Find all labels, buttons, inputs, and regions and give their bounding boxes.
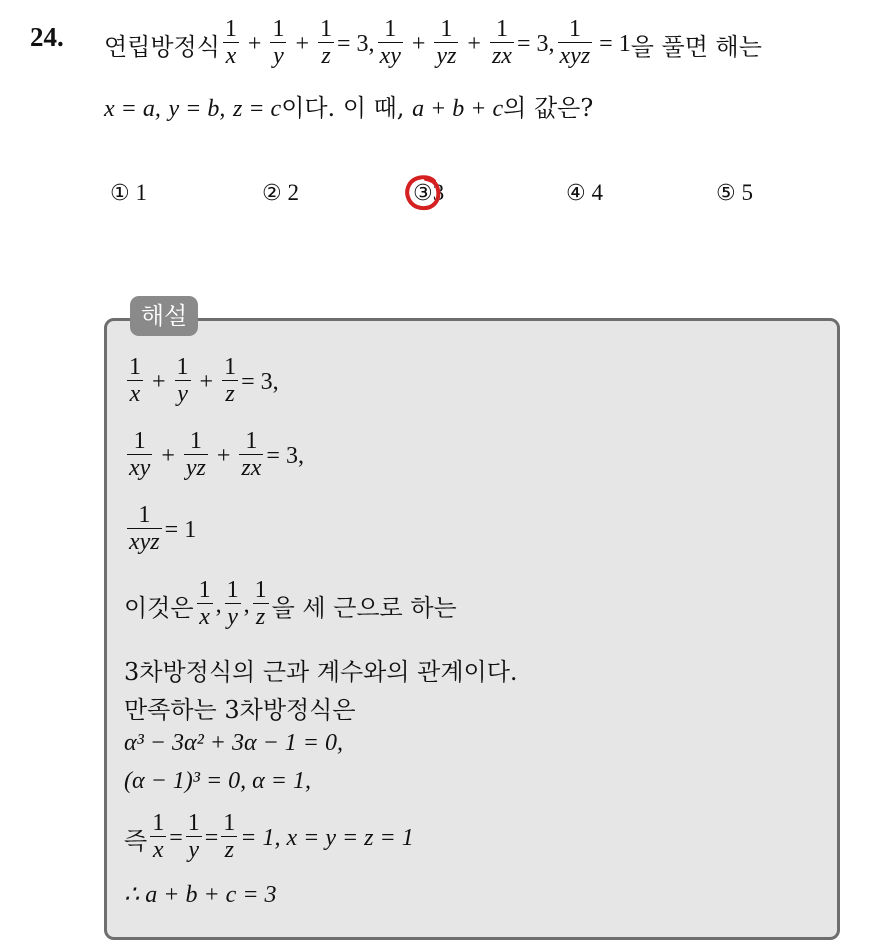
choice-mark: ⑤	[716, 181, 736, 206]
answer-circle-mark	[404, 173, 442, 211]
question-intro: 연립방정식	[104, 32, 220, 61]
fraction-1-over-z: $\frac{1}{z}$	[320, 16, 333, 70]
question-line1-tail: 을 풀면 해는	[630, 32, 762, 61]
solution-line-3: $\frac{1}{\text{xyz}}$ = 1	[129, 502, 197, 556]
choice-value: 1	[135, 180, 147, 205]
solution-line-7: α³ − 3α² + 3α − 1 = 0,	[124, 730, 343, 756]
solution-line-10: ∴ a + b + c = 3	[124, 882, 277, 908]
question-mid-text: 이다. 이 때,	[281, 94, 405, 122]
choice-1[interactable]	[110, 180, 147, 206]
fraction-1-over-yz: $\frac{1}{yz}$	[436, 16, 457, 70]
fraction-1-over-xyz: $\frac{1}{\text{xyz}}$	[559, 16, 591, 70]
solution-y: y = b,	[168, 96, 226, 122]
question-line-1	[104, 10, 762, 78]
choice-2[interactable]	[262, 180, 299, 206]
solution-line-5: 3차방정식의 근과 계수와의 관계이다.	[124, 658, 518, 686]
choice-value: 3	[432, 180, 445, 205]
question-tail: 의 값은?	[503, 94, 594, 122]
fraction-1-over-zx: $\frac{1}{zx}$	[491, 16, 512, 70]
plus-sign: +	[247, 30, 262, 57]
choice-5[interactable]	[716, 180, 753, 206]
question-line-2	[104, 88, 593, 123]
fraction-1-over-xy: $\frac{1}{xy}$	[379, 16, 401, 70]
choice-mark: ③	[413, 181, 433, 206]
plus-sign: +	[467, 30, 481, 57]
equals-3: = 3,	[516, 30, 555, 57]
solution-z: z = c	[233, 96, 282, 122]
choice-mark: ①	[110, 181, 130, 206]
solution-x: x = a,	[104, 96, 161, 122]
choice-value: 2	[287, 180, 299, 205]
solution-line-1: $\frac{1}{x}$ + $\frac{1}{y}$ + $\frac{1}{z}$ = 3,	[129, 354, 279, 408]
solution-line-4: 이것은 $\frac{1}{x}$ , $\frac{1}{y}$ , $\frac{1}{z}$ 을 세 근으로 하는	[124, 577, 457, 631]
equals-3: = 3,	[337, 30, 375, 57]
solution-line-8: (α − 1)³ = 0, α = 1,	[124, 768, 311, 794]
solution-line-6: 만족하는 3차방정식은	[124, 696, 356, 724]
plus-sign: +	[295, 30, 310, 57]
solution-label: 해설	[130, 296, 198, 336]
equals-1: = 1	[599, 30, 631, 57]
choice-mark: ④	[566, 181, 586, 206]
fraction-1-over-x: $\frac{1}{x}$	[224, 16, 237, 70]
solution-line-2: $\frac{1}{xy}$ + $\frac{1}{yz}$ + $\frac{1}{zx}$ = 3,	[129, 428, 304, 482]
choice-mark: ②	[262, 181, 282, 206]
plus-sign: +	[411, 30, 426, 57]
question-number: 24.	[30, 22, 64, 52]
choice-value: 5	[741, 180, 753, 205]
choice-4[interactable]	[566, 180, 603, 206]
sum-expression: a + b + c	[412, 96, 504, 122]
choice-value: 4	[591, 180, 603, 205]
solution-line-9: 즉 $\frac{1}{x}$ = $\frac{1}{y}$ = $\frac{1}{z}$ = 1, x = y = z = 1	[124, 810, 414, 864]
fraction-1-over-y: $\frac{1}{y}$	[272, 16, 285, 70]
